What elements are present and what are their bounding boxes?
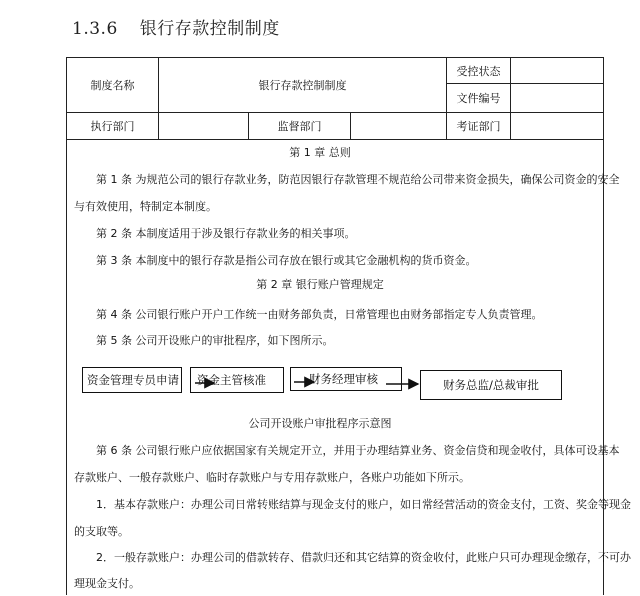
- name-value: 银行存款控制制度: [258, 79, 347, 92]
- exec-dept-label: 执行部门: [90, 120, 135, 133]
- item-1-line-1: 1．基本存款账户：办理公司日常转账结算与现金支付的账户，如日常经营活动的资金支付，工资、奖金等现金: [96, 498, 631, 511]
- flow-step-final-approval: 财务总监/总裁审批: [420, 370, 562, 400]
- section-number: 1.3.6: [72, 19, 118, 39]
- name-label: 制度名称: [90, 79, 135, 92]
- article-2: 第 2 条 本制度适用于涉及银行存款业务的相关事项。: [96, 227, 356, 240]
- chapter-1-heading: 第 1 章 总则: [289, 146, 351, 159]
- file-no-label: 文件编号: [456, 92, 501, 105]
- section-title: 银行存款控制制度: [139, 19, 280, 39]
- flow-step-review: 财务经理审核: [290, 367, 402, 391]
- article-1-line-2: 与有效使用，特制定本制度。: [74, 200, 217, 213]
- assess-dept-label: 考证部门: [456, 120, 501, 133]
- item-2-line-1: 2．一般存款账户：办理公司的借款转存、借款归还和其它结算的资金收付，此账户只可办理现金缴存，不可办: [96, 551, 631, 564]
- article-6-line-1: 第 6 条 公司银行账户应依据国家有关规定开立，并用于办理结算业务、资金信贷和现金收付，具体可设基本: [96, 444, 620, 457]
- flow-caption: 公司开设账户审批程序示意图: [248, 417, 392, 430]
- item-1-line-2: 的支取等。: [74, 525, 129, 538]
- flow-step-apply: 资金管理专员申请: [82, 367, 182, 393]
- item-2-line-2: 理现金支付。: [74, 577, 140, 590]
- article-3: 第 3 条 本制度中的银行存款是指公司存放在银行或其它金融机构的货币资金。: [96, 254, 477, 267]
- article-5: 第 5 条 公司开设账户的审批程序，如下图所示。: [96, 334, 334, 347]
- flow-step-approve: 资金主管核准: [190, 367, 284, 393]
- article-6-line-2: 存款账户、一般存款账户、临时存款账户与专用存款账户，各账户功能如下所示。: [74, 471, 470, 484]
- control-status-label: 受控状态: [456, 64, 501, 78]
- supervise-dept-label: 监督部门: [277, 120, 322, 133]
- article-4: 第 4 条 公司银行账户开户工作统一由财务部负责，日常管理也由财务部指定专人负责管理。: [96, 308, 543, 321]
- article-1-line-1: 第 1 条 为规范公司的银行存款业务，防范因银行存款管理不规范给公司带来资金损失，确保公司资金的安全: [96, 173, 620, 186]
- chapter-2-heading: 第 2 章 银行账户管理规定: [256, 278, 384, 291]
